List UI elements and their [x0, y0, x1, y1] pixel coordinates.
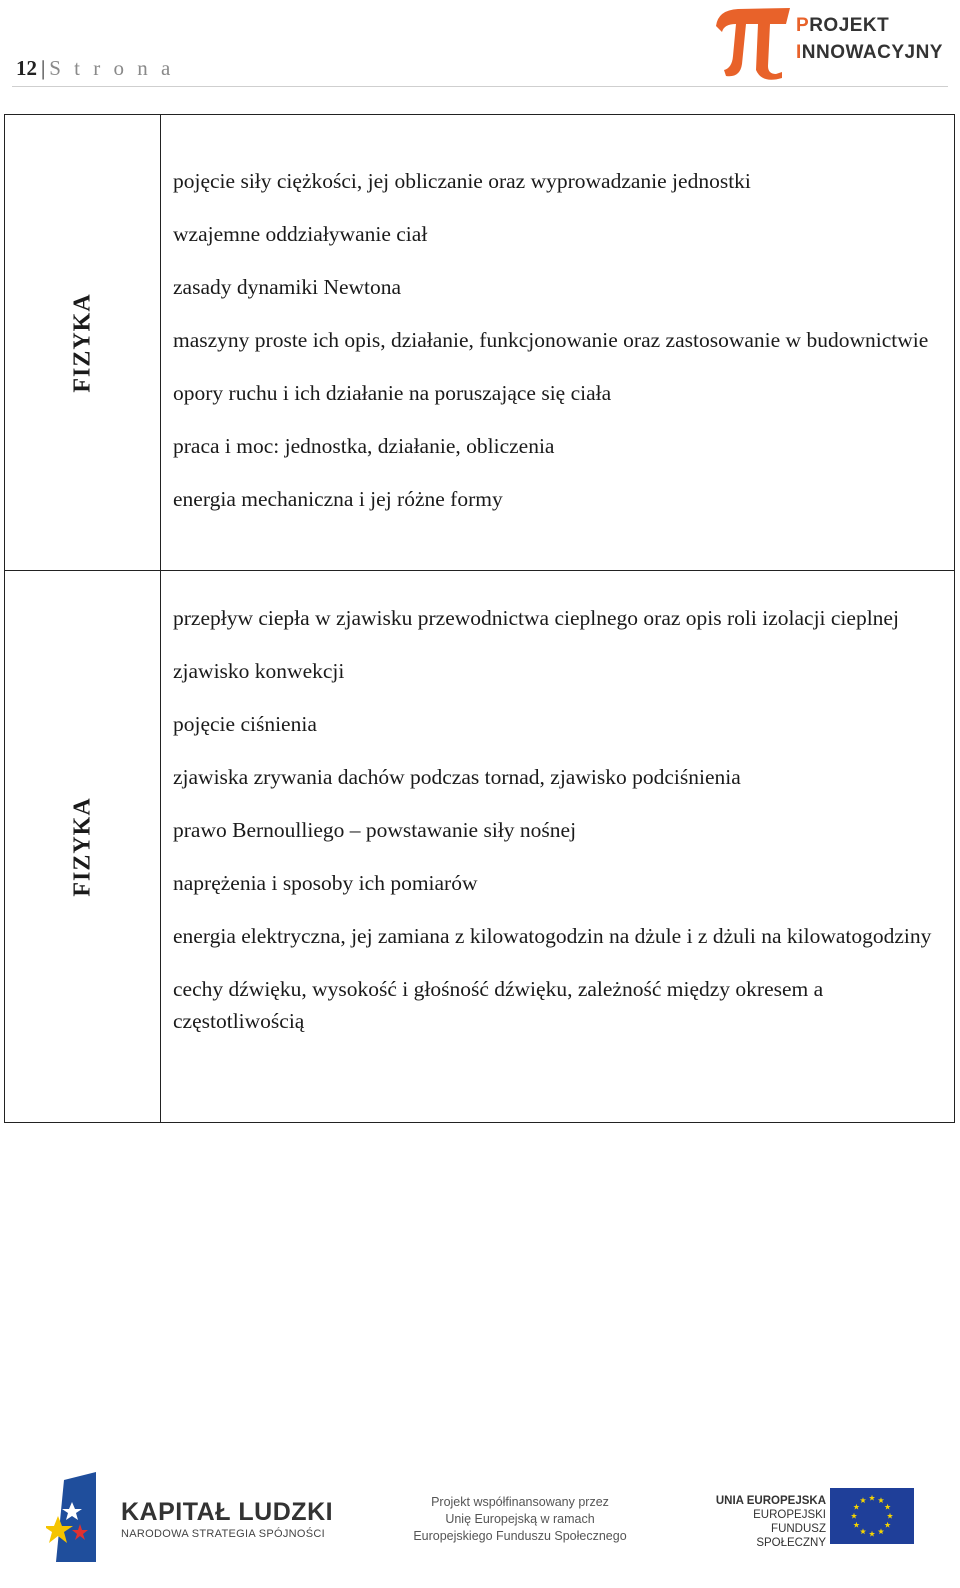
topic-item: praca i moc: jednostka, działanie, obliczenia: [173, 434, 555, 458]
pi-logo-icon: [712, 4, 794, 80]
cofinance-line: Unię Europejską w ramach: [445, 1512, 595, 1526]
page-footer: [0, 1460, 960, 1588]
eu-line: FUNDUSZ SPOŁECZNY: [756, 1523, 826, 1549]
table-row: [4, 114, 955, 571]
topic-list: [173, 602, 934, 1058]
kapital-ludzki-subtitle: NARODOWA STRATEGIA SPÓJNOŚCI: [121, 1528, 325, 1540]
logo-line-1-text: ROJEKT: [809, 15, 890, 36]
topic-item: zasady dynamiki Newtona: [173, 275, 402, 299]
subject-label: FIZYKA: [69, 796, 95, 897]
topic-item: energia elektryczna, jej zamiana z kilowatogodzin na dżule i z dżuli na kilowatogodziny: [173, 924, 932, 948]
topic-item: zjawisko konwekcji: [173, 659, 345, 683]
topic-item: zjawiska zrywania dachów podczas tornad, zjawisko podciśnienia: [173, 765, 741, 789]
eu-fund-text: [702, 1494, 826, 1550]
topic-item: naprężenia i sposoby ich pomiarów: [173, 871, 478, 895]
page-number-value: 12: [16, 56, 37, 80]
cofinance-note: [405, 1494, 635, 1545]
subject-label: FIZYKA: [69, 292, 95, 393]
logo-line-1: PROJEKT: [796, 15, 890, 36]
logo-line-2: INNOWACYJNY: [796, 42, 943, 63]
topic-item: wzajemne oddziaływanie ciał: [173, 222, 428, 246]
eu-flag-icon: [830, 1488, 914, 1544]
topic-item: przepływ ciepła w zjawisku przewodnictwa cieplnego oraz opis roli izolacji cieplnej: [173, 606, 899, 630]
project-logo-text: [796, 12, 943, 66]
cofinance-line: Europejskiego Funduszu Społecznego: [413, 1529, 627, 1543]
cofinance-line: Projekt współfinansowany przez: [431, 1495, 609, 1509]
topic-item: prawo Bernoulliego – powstawanie siły nośnej: [173, 818, 577, 842]
page-header: [0, 0, 960, 90]
page-word: S t r o n a: [49, 56, 175, 80]
kapital-ludzki-title: KAPITAŁ LUDZKI: [121, 1498, 334, 1526]
topic-item: cechy dźwięku, wysokość i głośność dźwięku, zależność między okresem a częstotliwością: [173, 977, 824, 1033]
topic-item: opory ruchu i ich działanie na poruszające się ciała: [173, 381, 612, 405]
eu-line: UNIA EUROPEJSKA: [715, 1495, 826, 1507]
kapital-ludzki-emblem-icon: [46, 1472, 102, 1562]
subject-cell: [5, 571, 161, 1122]
subject-cell: [5, 115, 161, 570]
topic-item: energia mechaniczna i jej różne formy: [173, 487, 503, 511]
topic-item: pojęcie siły ciężkości, jej obliczanie oraz wyprowadzanie jednostki: [173, 169, 751, 193]
eu-line: EUROPEJSKI: [753, 1509, 826, 1521]
header-divider: [12, 86, 948, 87]
topic-item: maszyny proste ich opis, działanie, funkcjonowanie oraz zastosowanie w budownictwie: [173, 328, 929, 352]
topic-item: pojęcie ciśnienia: [173, 712, 317, 736]
logo-line-2-text: NNOWACYJNY: [801, 42, 943, 63]
page-number-separator: |: [41, 56, 46, 80]
table-row: [4, 570, 955, 1123]
page-number: [16, 56, 174, 81]
topic-list: [173, 165, 934, 536]
